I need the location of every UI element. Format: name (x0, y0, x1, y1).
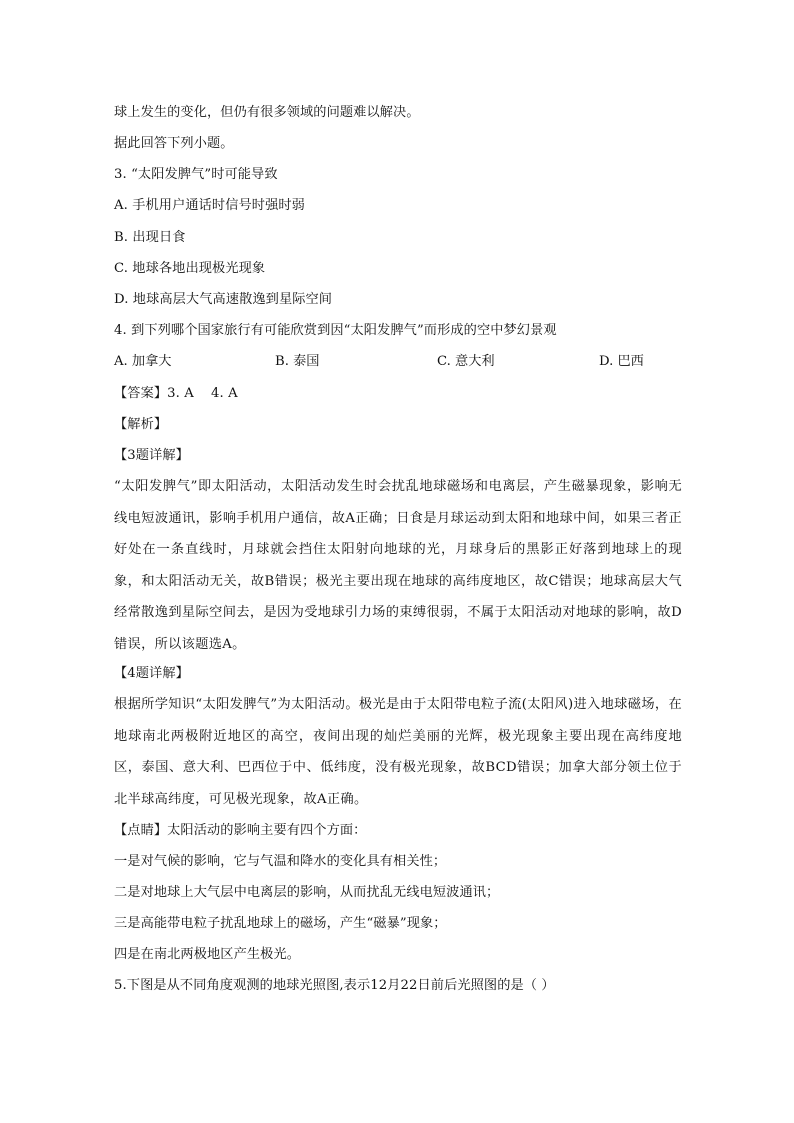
tip-item-4: 四是在南北两极地区产生极光。 (114, 947, 301, 962)
answer-line: 【答案】3. A 4. A (114, 386, 238, 401)
tip-item-3: 三是高能带电粒子扰乱地球上的磁场，产生“磁暴”现象； (114, 916, 447, 931)
tip-heading: 【点睛】太阳活动的影响主要有四个方面： (114, 823, 367, 838)
question-4-option-b: B. 泰国 (275, 354, 320, 369)
detail-3-paragraph: “太阳发脾气”即太阳活动，太阳活动发生时会扰乱地球磁场和电离层，产生磁暴现象，影响无线电短波通讯，影响手机用户通信，故A正确；日食是月球运动到太阳和地球中间，如果三者正好处在一条直线时，月球就会挡住太阳射向地球的光，月球身后的黑影正好落到地球上的现象，和太阳活动无关，故B错误；极光主要出现在地球的高纬度地区，故C错误；地球高层大气经常散逸到星际空间去，是因为受地球引力场的束缚很弱，不属于太阳活动对地球的影响，故D错误，所以该题选A。 (114, 479, 682, 652)
question-3: 3. “太阳发脾气”时可能导致 (114, 167, 278, 182)
question-4-option-a: A. 加拿大 (114, 354, 172, 369)
question-4: 4. 到下列哪个国家旅行有可能欣赏到因“太阳发脾气”而形成的空中梦幻景观 (114, 323, 557, 338)
detail-4-heading: 【4题详解】 (114, 666, 189, 681)
detail-4-paragraph: 根据所学知识“太阳发脾气”为太阳活动。极光是由于太阳带电粒子流(太阳风)进入地球磁场，在地球南北两极附近地区的高空，夜间出现的灿烂美丽的光辉，极光现象主要出现在高纬度地区，泰国、意大利、巴西位于中、低纬度，没有极光现象，故BCD错误；加拿大部分领土位于北半球高纬度，可见极光现象，故A正确。 (114, 697, 682, 807)
question-3-option-c: C. 地球各地出现极光现象 (114, 261, 266, 276)
tip-item-2: 二是对地球上大气层中电离层的影响，从而扰乱无线电短波通讯； (114, 885, 500, 900)
question-3-option-b: B. 出现日食 (114, 230, 186, 245)
tip-item-1: 一是对气候的影响，它与气温和降水的变化具有相关性； (114, 854, 447, 869)
detail-3-heading: 【3题详解】 (114, 448, 189, 463)
question-3-option-a: A. 手机用户通话时信号时强时弱 (114, 198, 305, 213)
analysis-heading: 【解析】 (114, 417, 168, 432)
question-3-option-d: D. 地球高层大气高速散逸到星际空间 (114, 292, 333, 307)
text-line-continuation: 球上发生的变化，但仍有很多领域的问题难以解决。 (114, 105, 420, 120)
question-5: 5.下图是从不同角度观测的地球光照图,表示12月22日前后光照图的是（ ） (114, 978, 555, 993)
question-4-option-c: C. 意大利 (437, 354, 495, 369)
question-4-option-d: D. 巴西 (599, 354, 644, 369)
instruction-line: 据此回答下列小题。 (114, 136, 234, 151)
